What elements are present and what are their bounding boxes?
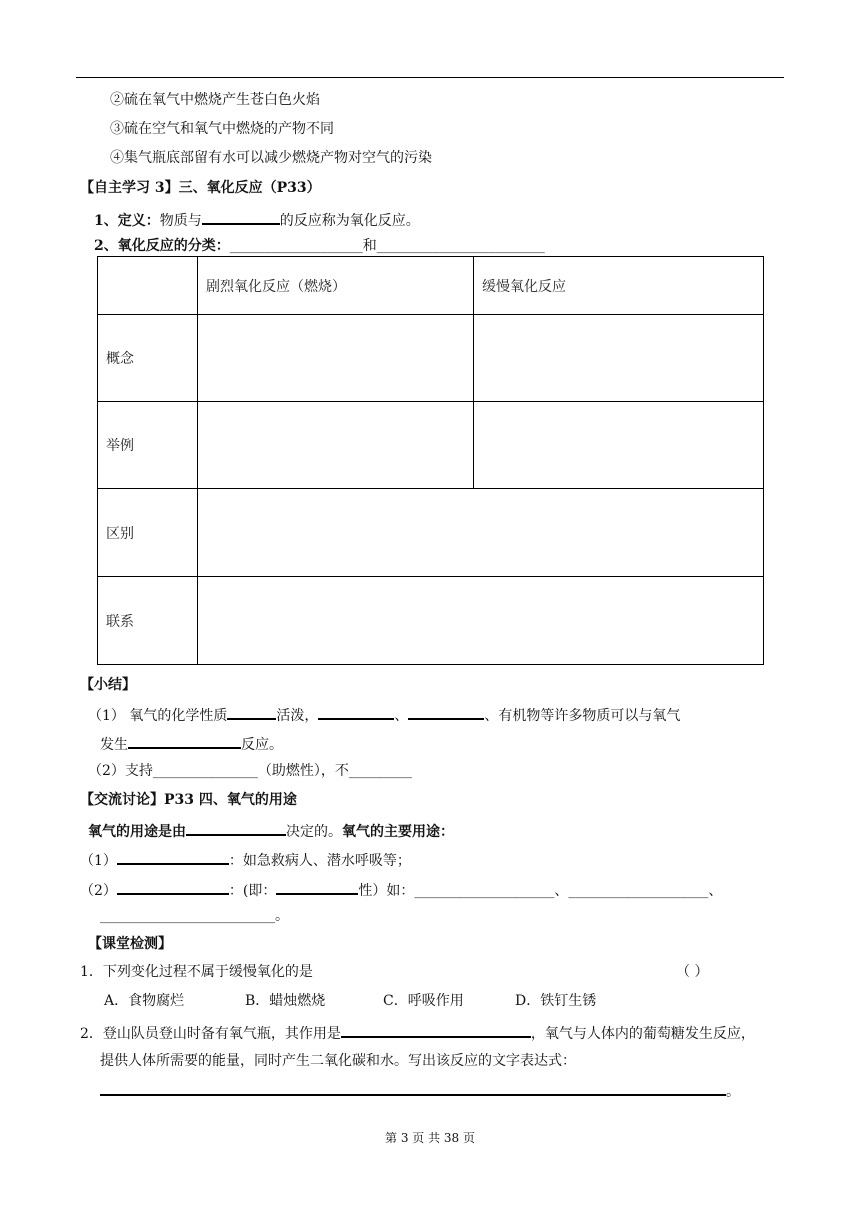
- summary-blank-reaction[interactable]: [128, 733, 241, 749]
- table-header-vigorous: 剧烈氧化反应（燃烧）: [198, 257, 474, 315]
- table-cell-difference[interactable]: [198, 489, 764, 577]
- question-2-line-3: [100, 1080, 740, 1101]
- option-d: D．铁钉生锈: [515, 993, 597, 1009]
- classification-blank-1[interactable]: ___________________: [229, 238, 363, 254]
- use-1-a: （1）: [80, 853, 117, 869]
- definition-label: 1、定义：: [94, 213, 160, 229]
- discussion-heading: 【交流讨论】P33 四、氧气的用途: [80, 792, 297, 808]
- section-heading-oxidation: 【自主学习 3】三、氧化反应（P33）: [80, 180, 321, 196]
- question-2-line-2: 提供人体所需要的能量，同时产生二氧化碳和水。写出该反应的文字表达式：: [100, 1053, 576, 1069]
- oxidation-table: [97, 256, 764, 665]
- table-row-label-example: 举例: [98, 402, 198, 489]
- prev-item-3: ③硫在空气和氧气中燃烧的产物不同: [110, 121, 334, 137]
- use-2-blank[interactable]: [117, 879, 229, 895]
- table-cell-example-vigorous[interactable]: [198, 402, 474, 489]
- use-2-b: ：(即：: [228, 883, 277, 899]
- definition-text-b: 的反应称为氧化反应。: [279, 213, 420, 229]
- summary-blank-substance-2[interactable]: [408, 704, 484, 720]
- option-a: A．食物腐烂: [104, 993, 185, 1009]
- table-cell-relation[interactable]: [198, 577, 764, 665]
- question-2-a: 2．登山队员登山时备有氧气瓶，其作用是: [80, 1026, 341, 1042]
- use-2-a: （2）: [80, 883, 117, 899]
- option-b: B．蜡烛燃烧: [245, 993, 326, 1009]
- question-1-answer-paren[interactable]: （ ）: [676, 964, 709, 980]
- summary-blank-substance-1[interactable]: [318, 704, 394, 720]
- summary-line-1: [88, 704, 680, 725]
- use-2-d[interactable]: ____________________、____________________、: [414, 883, 723, 899]
- question-2-b: ，氧气与人体内的葡萄糖发生反应，: [530, 1026, 755, 1042]
- summary-heading: 【小结】: [80, 677, 136, 693]
- table-row-label-difference: 区别: [98, 489, 198, 577]
- table-corner-cell: [98, 257, 198, 315]
- classification-line: [94, 237, 545, 255]
- summary-line-2: [100, 733, 283, 754]
- table-cell-concept-vigorous[interactable]: [198, 315, 474, 402]
- page-footer: 第 3 页 共 38 页: [385, 1131, 475, 1145]
- summary-line-3: （2）支持_______________（助燃性），不_________: [88, 763, 412, 779]
- table-cell-concept-slow[interactable]: [474, 315, 764, 402]
- option-c: C．呼吸作用: [383, 993, 464, 1009]
- definition-blank[interactable]: [202, 209, 280, 225]
- definition-line: [94, 209, 420, 230]
- uses-intro-c: 氧气的主要用途：: [342, 824, 454, 840]
- use-1-blank[interactable]: [117, 849, 229, 865]
- table-row-label-concept: 概念: [98, 315, 198, 402]
- header-rule: [76, 77, 784, 78]
- check-heading: 【课堂检测】: [88, 936, 172, 952]
- summary-l1-c: 、: [394, 708, 409, 724]
- question-1: 1．下列变化过程不属于缓慢氧化的是: [80, 964, 313, 980]
- uses-intro-b: 决定的。: [286, 824, 342, 840]
- prev-item-2: ②硫在氧气中燃烧产生苍白色火焰: [110, 92, 320, 108]
- summary-l2-b: 反应。: [241, 737, 283, 753]
- classification-label: 2、氧化反应的分类：: [94, 238, 230, 254]
- definition-text-a: 物质与: [159, 213, 202, 229]
- question-2-answer-blank[interactable]: [100, 1080, 726, 1096]
- uses-intro-line: [88, 820, 454, 841]
- question-2-blank-purpose[interactable]: [341, 1022, 531, 1038]
- summary-blank-property[interactable]: [227, 704, 276, 720]
- use-line-2: [80, 879, 722, 900]
- question-2-end: 。: [726, 1084, 740, 1100]
- use-2-property-blank[interactable]: [276, 879, 358, 895]
- uses-blank-determined[interactable]: [186, 820, 286, 836]
- summary-l1-d: 、有机物等许多物质可以与氧气: [484, 708, 681, 724]
- classification-and: 和: [362, 238, 377, 254]
- table-row-label-relation: 联系: [98, 577, 198, 665]
- use-1-b: ：如急救病人、潜水呼吸等；: [228, 853, 411, 869]
- prev-item-4: ④集气瓶底部留有水可以减少燃烧产物对空气的污染: [110, 150, 432, 166]
- use-line-1: [80, 849, 411, 870]
- summary-l2-a: 发生: [100, 737, 128, 753]
- summary-l1-a: （1） 氧气的化学性质: [88, 708, 228, 724]
- table-header-slow: 缓慢氧化反应: [474, 257, 764, 315]
- use-line-2-cont[interactable]: _________________________。: [100, 908, 289, 924]
- summary-l1-b: 活泼，: [276, 708, 319, 724]
- question-2-line-1: [80, 1022, 755, 1043]
- uses-intro-a: 氧气的用途是由: [88, 824, 186, 840]
- use-2-c: 性）如：: [358, 883, 415, 899]
- table-cell-example-slow[interactable]: [474, 402, 764, 489]
- classification-blank-2[interactable]: ________________________: [376, 238, 545, 254]
